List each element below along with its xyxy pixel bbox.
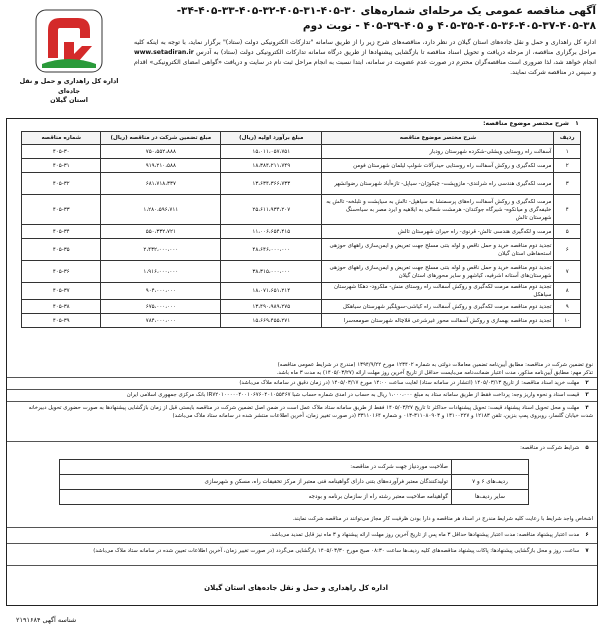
- advertisement-page: [6, 4, 598, 637]
- header-guarantee: مبلغ تضمین شرکت در مناقصه (ریال): [101, 132, 221, 145]
- qualification-row: [60, 475, 529, 490]
- item-6-text: مدت اعتبار پیشنهاد مناقصه: مدت اعتبار پیشنهادها حداقل ۳ ماه پس از تاریخ آخرین روز مهلت ارائه پیشنهاد و ۳ ماه نیز قابل تمدید می‌باشد.: [269, 532, 580, 538]
- table-row: [22, 300, 581, 314]
- qualifications-table: [59, 459, 529, 505]
- row-number: ۶: [554, 239, 581, 261]
- row-description: مرمت لکه‌گیری و روکش آسفالت راه روستایی حیدرآلات شولپ لیلمان شهرستان فومن: [322, 159, 554, 173]
- item-5-extra: [15, 515, 593, 523]
- item-2-text: مهلت خرید اسناد مناقصه: از تاریخ ۱۴۰۵/۰۳/۱۳ (انتشار در سامانه ستاد) لغایت ساعت ۱۴:۰۰ مورخ ۱۴۰۵/۰۳/۱۷ (در زمان دقیق در سامانه ملاک می‌باشد): [239, 380, 580, 386]
- title-line-1: آگهی مناقصه عمومی یک مرحله‌ای شماره‌های ۳۰-۴۰۵-۳۱-۴۰۵-۳۲-۴۰۵-۳۳-۴۰۵-۳۴-: [176, 5, 596, 17]
- tenders-table: [21, 131, 581, 328]
- header-description: شرح مختصر موضوع مناقصه: [322, 132, 554, 145]
- row-number: ۱: [554, 145, 581, 159]
- row-description: مرمت لکه‌گیری و روکش آسفالت راه‌های پرسمنشا به سیاهپل- تالش به سیاپشت و نلبلخه- تالش به خلیفه‌گری و میانکوه- شیرگاه جوکندان- هرمشت شمالی به ایلاهیه و ایرد مصر به سیاه‌سنگ شهرستان تالش: [322, 195, 554, 225]
- item-3: [15, 391, 593, 399]
- row-number: ۳: [554, 173, 581, 195]
- organization-logo: [10, 8, 128, 112]
- table-row: [22, 314, 581, 328]
- row-estimate: ۱۸،۰۷۱،۶۵۱،۲۱۴: [221, 283, 322, 300]
- item-4-number: ۴: [585, 405, 589, 411]
- item-4-text: مهلت و محل تحویل اسناد پیشنهاد قیمت: تحویل پیشنهادات حداکثر تا تاریخ ۱۴۰۵/۰۳/۲۷ فقط از طریق سامانه ستاد ملاک عمل است در ضمن اصل تضمین شرکت در مناقصه بایستی قبل از زمان بازگشایی پیشنهادها به صورت حضوری تحویل دبیرخانه شدت خیابان گلسار، روبروی پمپ بنزین، تلفن ۱۲۱۸۳ و ۱۳۱۰۰۲۲۷ و ۳۱۱۰۸۰۹۰۳-۰۱۳ و شماره ۳۳۱۱۰۱۶۴ (در صورت تغییر زمان، آخرین اطلاعات منتشر شده در سامانه ستاد ملاک می‌باشد): [28, 405, 593, 419]
- row-guarantee: ۱،۲۸۰،۵۹۶،۷۱۱: [101, 195, 221, 225]
- row-tender-number: ۴۰۵-۳۴: [22, 225, 101, 239]
- row-estimate: ۴۸،۶۴۶،۰۰۰،۰۰۰: [221, 239, 322, 261]
- item-6: [15, 531, 593, 539]
- item-3-text: قیمت اسناد و نحوه واریز وجه: پرداخت فقط از طریق سامانه ستاد به مبلغ ۱،۰۰۰،۰۰۰ ریال به حساب در امدی شماره حساب شبا IR۷۲۰۱۰۰۰۰۰۴۰۰۱۰۶۷۶۰۴۰۱۰۵۵۴۶۷ بانک مرکزی جمهوری اسلامی ایران: [126, 392, 580, 398]
- table-row: [22, 195, 581, 225]
- row-number: ۹: [554, 300, 581, 314]
- item-7-text: ساعت، روز و محل بازگشایی پیشنهادها: پاکات پیشنهاد مناقصه‌های کلیه ردیف‌ها ساعت ۰۸:۳۰ صبح مورخ ۱۴۰۵/۰۳/۳۰ بازگشایی می‌گردد (در صورت تغییر زمان، آخرین اطلاعات تعیین شده در سامانه ستاد ملاک می‌باشد): [93, 548, 580, 554]
- row-description: مرمت و لکه‌گیری هندسی تالش- قرنوی- راه حیران شهرستان تالش: [322, 225, 554, 239]
- logo-text-line1: اداره کل راهداری و حمل و نقل جاده‌ای: [19, 77, 119, 95]
- row-estimate: ۱۵،۶۶۹،۴۵۵،۲۷۱: [221, 314, 322, 328]
- row-estimate: ۱۱،۰۰۶،۶۵۴،۴۱۵: [221, 225, 322, 239]
- row-estimate: ۱۳،۶۳۴،۳۶۶،۷۳۳: [221, 173, 322, 195]
- item-3-number: ۳: [585, 392, 589, 398]
- row-estimate: ۲۵،۶۱۱،۹۳۴،۲۰۷: [221, 195, 322, 225]
- guarantee-type-note: [277, 361, 593, 377]
- item-5-title: شرایط شرکت در مناقصه:: [520, 445, 580, 451]
- item-5-number: ۵: [585, 445, 589, 451]
- row-description: آسفالت راه روستایی ویشلی-شکرده شهرستان رودبار: [322, 145, 554, 159]
- row-guarantee: ۷۸۴،۰۰۰،۰۰۰: [101, 314, 221, 328]
- road-logo-icon: [34, 8, 104, 74]
- row-number: ۴: [554, 195, 581, 225]
- row-tender-number: ۴۰۵-۳۲: [22, 173, 101, 195]
- table-row: [22, 261, 581, 283]
- section-1-title-text: شرح مختصر موضوع مناقصه:: [483, 120, 569, 127]
- row-description: تجدید دوم مناقصه بهسازی و روکش آسفالت محور غیرشرعی قلاچاله شهرستان صومعه‌سرا: [322, 314, 554, 328]
- item-7-number: ۷: [585, 548, 589, 554]
- tender-details-frame: [6, 118, 598, 606]
- intro-text-1: اداره کل راهداری و حمل و نقل جاده‌های استان گیلان در نظر دارد، مناقصه‌های شرح زیر را از طریق سامانه "تدارکات الکترونیکی دولت (ستاد)" برگزار نماید، با توجه به اینکه کلیه مراحل برگزاری مناقصه، از مرحله دریافت و تحویل اسناد مناقصه تا بازگشایی پیشنهادها از طریق درگاه سامانه تدارکات الکترونیکی دولت (ستاد) به آدرس: [134, 39, 596, 56]
- section-1-title: [7, 119, 597, 129]
- qualification-key: سایر ردیف‌ها: [452, 490, 529, 505]
- row-guarantee: ۱،۹۱۶،۰۰۰،۰۰۰: [101, 261, 221, 283]
- row-guarantee: ۶۷۵،۰۰۰،۰۰۰: [101, 300, 221, 314]
- item-6-number: ۶: [585, 532, 589, 538]
- row-number: ۱۰: [554, 314, 581, 328]
- item-5: [520, 444, 593, 452]
- organization-signature: اداره کل راهداری و حمل و نقل جاده‌های استان گیلان: [204, 584, 388, 592]
- row-tender-number: ۴۰۵-۳۱: [22, 159, 101, 173]
- row-guarantee: ۹۰۴،۰۰۰،۰۰۰: [101, 283, 221, 300]
- row-number: ۷: [554, 261, 581, 283]
- item-5-extra-text: اشخاص واجد شرایط با رعایت کلیه شرایط مندرج در اسناد هر مناقصه و دارا بودن ظرفیت کار مجاز می‌توانند در مناقصه شرکت نمایند.: [292, 516, 593, 522]
- row-tender-number: ۴۰۵-۳۶: [22, 261, 101, 283]
- row-tender-number: ۴۰۵-۳۳: [22, 195, 101, 225]
- item-4: [15, 404, 593, 420]
- item-2-number: ۲: [585, 380, 589, 386]
- header-row-number: ردیف: [554, 132, 581, 145]
- table-header-row: [22, 132, 581, 145]
- row-description: مرمت لکه‌گیری هندسی راه شرلندی- مازوپشت- چیکوژان- سیاپل- تازه‌آباد شهرستان رضوانشهر: [322, 173, 554, 195]
- row-number: ۵: [554, 225, 581, 239]
- item-2: [239, 379, 593, 387]
- row-tender-number: ۴۰۵-۳۰: [22, 145, 101, 159]
- item-7: [15, 547, 593, 555]
- row-guarantee: ۹۱۹،۲۱۰،۵۸۸: [101, 159, 221, 173]
- row-description: تجدید دوم مناقصه خرید و حمل ناقص و لوله بتنی مسلح جهت تعریض و ایمن‌سازی راههای حوزهی استحفاظی استان گیلان: [322, 239, 554, 261]
- row-description: تجدید دوم مناقصه مرمت لکه‌گیری و روکش آسفالت راه روستای منش- ملکرود- دهکا شهرستان سیاهکل: [322, 283, 554, 300]
- row-tender-number: ۴۰۵-۳۸: [22, 300, 101, 314]
- table-row: [22, 173, 581, 195]
- intro-paragraph: [134, 38, 596, 78]
- row-tender-number: ۴۰۵-۳۷: [22, 283, 101, 300]
- ad-id-value: ۲۱۹۱۶۸۴: [16, 616, 41, 624]
- header-estimate: مبلغ برآورد اولیه (ریال): [221, 132, 322, 145]
- guarantee-type-text: نوع تضمین شرکت در مناقصه: مطابق آیین‌نامه تضمین معاملات دولتی به شماره ۱۲۳۴۰۲ مورخ ۱۳۹۴/۹/۲۲ (مندرج در شرایط عمومی مناقصه): [277, 362, 593, 368]
- row-estimate: ۱۳،۴۹۰،۹۸۹،۲۷۵: [221, 300, 322, 314]
- tenders-table-body: [22, 145, 581, 328]
- table-row: [22, 159, 581, 173]
- qualifications-header-empty: [452, 460, 529, 475]
- row-number: ۸: [554, 283, 581, 300]
- qualification-value: تولیدکنندگان معتبر فرآورده‌های بتنی دارای گواهینامه فنی معتبر از مرکز تحقیقات راه، مسکن و شهرسازی: [60, 475, 452, 490]
- ad-id: [16, 616, 76, 624]
- row-tender-number: ۴۰۵-۳۹: [22, 314, 101, 328]
- qualification-key: ردیف‌های ۶ و ۷: [452, 475, 529, 490]
- row-guarantee: ۶۸۱،۷۱۸،۳۳۷: [101, 173, 221, 195]
- intro-text-2: انجام خواهد شد، لذا ضروری است مناقصه‌گران محترم در صورت عدم عضویت در سامانه، ابتدا نسبت به انجام مراحل ثبت نام در سایت و دریافت «گواهی امضای الکترونیکی» اقدام و سپس در مناقصه شرکت نمایند.: [134, 59, 596, 76]
- table-row: [22, 145, 581, 159]
- table-row: [22, 283, 581, 300]
- row-guarantee: ۵۵۰،۳۳۲،۷۲۱: [101, 225, 221, 239]
- header: [6, 4, 598, 116]
- qualification-value: گواهینامه صلاحیت معتبر رشته راه از سازمان برنامه و بودجه: [60, 490, 452, 505]
- row-estimate: ۱۸،۳۸۴،۲۱۱،۷۴۹: [221, 159, 322, 173]
- setad-website-link[interactable]: www.setadiran.ir: [134, 49, 194, 56]
- qualification-row: [60, 490, 529, 505]
- row-number: ۲: [554, 159, 581, 173]
- row-description: تجدید دوم مناقصه خرید و حمل ناقص و لوله بتنی مسلح جهت تعریض و ایمن‌سازی راههای حوزهی شهرستان‌های آستانه اشرفیه، کیاشهر و سایر محورهای استان گیلان: [322, 261, 554, 283]
- ad-id-label: شناسه آگهی: [42, 616, 77, 624]
- row-guarantee: ۲،۴۳۲،۰۰۰،۰۰۰: [101, 239, 221, 261]
- row-estimate: ۱۵،۰۱۱،۰۵۷،۷۵۱: [221, 145, 322, 159]
- table-row: [22, 225, 581, 239]
- header-tender-number: شماره مناقصه: [22, 132, 101, 145]
- logo-text-line2: استان گیلان: [50, 96, 88, 105]
- row-estimate: ۳۸،۳۱۵،۰۰۰،۰۰۰: [221, 261, 322, 283]
- section-1-number: ۱: [575, 120, 579, 127]
- validity-note-text: تذکر مهم: مطابق آیین‌نامه مذکور، مدت اعتبار ضمانت‌نامه می‌بایست حداقل از تاریخ آخرین روز مهلت ارائه (۱۴۰۵/۰۳/۲۷) به مدت ۳ ماه باشد.: [276, 370, 593, 376]
- table-row: [22, 239, 581, 261]
- row-guarantee: ۷۵۰،۵۵۲،۸۸۸: [101, 145, 221, 159]
- title-block: [134, 4, 596, 78]
- qualifications-header-row: [60, 460, 529, 475]
- row-description: تجدید دوم مناقصه مرمت لکه‌گیری و روکش آسفالت راه کیاشی-سوپلگیر شهرستان سیاهکل: [322, 300, 554, 314]
- title-line-2: ۴۰۵-۳۵-۴۰۵-۳۶-۴۰۵-۳۷-۴۰۵-۳۸ و ۴۰۵-۳۹-۴۰۵ - نوبت دوم: [302, 20, 596, 32]
- qualifications-header: صلاحیت موردنیاز جهت شرکت در مناقصه:: [60, 460, 452, 475]
- row-tender-number: ۴۰۵-۳۵: [22, 239, 101, 261]
- page-title: [134, 4, 596, 34]
